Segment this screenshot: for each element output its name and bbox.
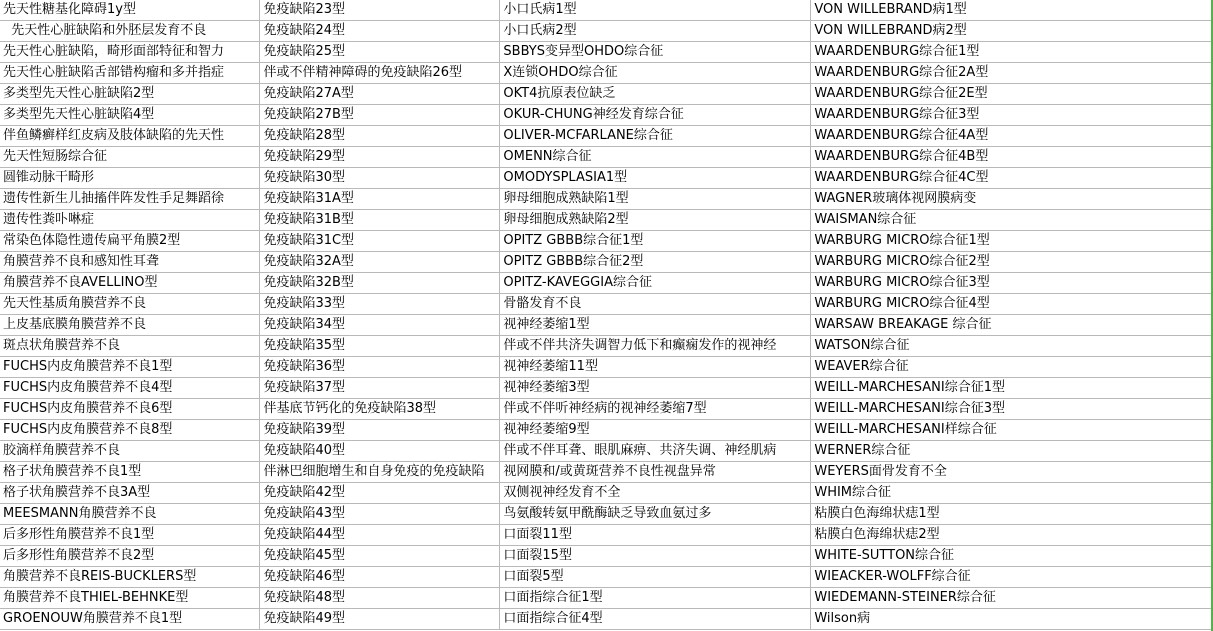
table-row [0,609,1213,630]
table-cell[interactable]: 卵母细胞成熟缺陷2型 [500,210,811,231]
table-row [0,147,1213,168]
table-row [0,63,1213,84]
table-cell[interactable]: 遗传性粪卟啉症 [0,210,260,231]
table-cell[interactable]: 视神经萎缩11型 [500,357,811,378]
table-row [0,294,1213,315]
table-cell[interactable]: 视神经萎缩9型 [500,420,811,441]
table-cell[interactable]: WAARDENBURG综合征4A型 [811,126,1213,147]
table-cell[interactable]: WAARDENBURG综合征4C型 [811,168,1213,189]
table-cell[interactable]: OMODYSPLASIA1型 [500,168,811,189]
table-cell[interactable]: OKT4抗原表位缺乏 [500,84,811,105]
table-cell[interactable]: 伴或不伴精神障碍的免疫缺陷26型 [260,63,500,84]
table-cell[interactable]: 免疫缺陷39型 [260,420,500,441]
table-cell[interactable]: 免疫缺陷25型 [260,42,500,63]
table-cell[interactable]: 伴鱼鳞癣样红皮病及肢体缺陷的先天性 [0,126,260,147]
table-cell[interactable]: 免疫缺陷31A型 [260,189,500,210]
table-cell[interactable]: 免疫缺陷35型 [260,336,500,357]
table-cell[interactable]: 后多形性角膜营养不良1型 [0,525,260,546]
table-cell[interactable]: 免疫缺陷40型 [260,441,500,462]
table-row [0,504,1213,525]
table-cell[interactable]: 免疫缺陷27B型 [260,105,500,126]
table-cell[interactable]: VON WILLEBRAND病2型 [811,21,1213,42]
table-cell[interactable]: 口面裂5型 [500,567,811,588]
table-cell[interactable]: 鸟氨酸转氨甲酰酶缺乏导致血氨过多 [500,504,811,525]
table-cell[interactable]: OLIVER-MCFARLANE综合征 [500,126,811,147]
table-cell[interactable]: WARBURG MICRO综合征4型 [811,294,1213,315]
table-cell[interactable]: 免疫缺陷32B型 [260,273,500,294]
table-cell[interactable]: WIEDEMANN-STEINER综合征 [811,588,1213,609]
table-cell[interactable]: 遗传性新生儿抽搐伴阵发性手足舞蹈徐 [0,189,260,210]
table-cell[interactable]: 多类型先天性心脏缺陷2型 [0,84,260,105]
table-cell[interactable]: WIEACKER-WOLFF综合征 [811,567,1213,588]
table-cell[interactable]: FUCHS内皮角膜营养不良1型 [0,357,260,378]
table-row [0,567,1213,588]
table-cell[interactable]: 角膜营养不良REIS-BUCKLERS型 [0,567,260,588]
table-cell[interactable]: VON WILLEBRAND病1型 [811,0,1213,21]
table-cell[interactable]: WATSON综合征 [811,336,1213,357]
table-cell[interactable]: WAARDENBURG综合征2E型 [811,84,1213,105]
table-cell[interactable]: 伴或不伴共济失调智力低下和癫痫发作的视神经 [500,336,811,357]
table-cell[interactable]: 双侧视神经发育不全 [500,483,811,504]
table-row [0,126,1213,147]
table-cell[interactable]: WAARDENBURG综合征3型 [811,105,1213,126]
table-cell[interactable]: 免疫缺陷24型 [260,21,500,42]
table-cell[interactable]: 小口氏病2型 [500,21,811,42]
table-cell[interactable]: FUCHS内皮角膜营养不良8型 [0,420,260,441]
table-row [0,420,1213,441]
table-cell[interactable]: WHIM综合征 [811,483,1213,504]
table-row [0,525,1213,546]
table-row [0,399,1213,420]
table-cell[interactable]: 口面裂15型 [500,546,811,567]
table-cell[interactable]: WARBURG MICRO综合征1型 [811,231,1213,252]
table-row [0,588,1213,609]
table-cell[interactable]: 角膜营养不良AVELLINO型 [0,273,260,294]
table-cell[interactable]: WEAVER综合征 [811,357,1213,378]
table-cell[interactable]: 格子状角膜营养不良1型 [0,462,260,483]
table-row [0,357,1213,378]
table-cell[interactable]: OPITZ GBBB综合征1型 [500,231,811,252]
table-cell[interactable]: WEILL-MARCHESANI综合征1型 [811,378,1213,399]
table-cell[interactable]: 免疫缺陷23型 [260,0,500,21]
table-cell[interactable]: 骨骼发育不良 [500,294,811,315]
table-cell[interactable]: MEESMANN角膜营养不良 [0,504,260,525]
table-cell[interactable]: 口面指综合征1型 [500,588,811,609]
table-cell[interactable]: 视神经萎缩3型 [500,378,811,399]
table-cell[interactable]: 角膜营养不良和感知性耳聋 [0,252,260,273]
table-row [0,168,1213,189]
table-row [0,336,1213,357]
table-cell[interactable]: WEILL-MARCHESANI样综合征 [811,420,1213,441]
table-cell[interactable]: 视神经萎缩1型 [500,315,811,336]
table-cell[interactable]: 免疫缺陷34型 [260,315,500,336]
table-cell[interactable]: 视网膜和/或黄斑营养不良性视盘异常 [500,462,811,483]
table-row [0,105,1213,126]
table-row [0,315,1213,336]
table-cell[interactable]: 口面裂11型 [500,525,811,546]
table-cell[interactable]: 先天性心脏缺陷舌部错构瘤和多并指症 [0,63,260,84]
table-cell[interactable]: 免疫缺陷49型 [260,609,500,630]
table-cell[interactable]: 先天性心脏缺陷，畸形面部特征和智力 [0,42,260,63]
table-cell[interactable]: WERNER综合征 [811,441,1213,462]
table-cell[interactable]: 免疫缺陷32A型 [260,252,500,273]
table-cell[interactable]: 上皮基底膜角膜营养不良 [0,315,260,336]
table-cell[interactable]: 小口氏病1型 [500,0,811,21]
table-cell[interactable]: 免疫缺陷37型 [260,378,500,399]
table-cell[interactable]: 免疫缺陷30型 [260,168,500,189]
table-cell[interactable]: 免疫缺陷46型 [260,567,500,588]
table-cell[interactable]: 免疫缺陷28型 [260,126,500,147]
table-row [0,483,1213,504]
table-cell[interactable]: SBBYS变异型OHDO综合征 [500,42,811,63]
table-cell[interactable]: X连锁OHDO综合征 [500,63,811,84]
table-row [0,231,1213,252]
table-cell[interactable]: 伴或不伴耳聋、眼肌麻痹、共济失调、神经肌病 [500,441,811,462]
table-cell[interactable]: OKUR-CHUNG神经发育综合征 [500,105,811,126]
table-cell[interactable]: WEYERS面骨发育不全 [811,462,1213,483]
table-cell[interactable]: 免疫缺陷43型 [260,504,500,525]
table-cell[interactable]: 免疫缺陷45型 [260,546,500,567]
table-cell[interactable]: 先天性短肠综合征 [0,147,260,168]
table-cell[interactable]: 胶滴样角膜营养不良 [0,441,260,462]
table-cell[interactable]: 免疫缺陷36型 [260,357,500,378]
table-cell[interactable]: 后多形性角膜营养不良2型 [0,546,260,567]
table-cell[interactable]: 圆锥动脉干畸形 [0,168,260,189]
table-row [0,21,1213,42]
table-cell[interactable]: 卵母细胞成熟缺陷1型 [500,189,811,210]
table-cell[interactable]: 多类型先天性心脏缺陷4型 [0,105,260,126]
table-row [0,546,1213,567]
table-cell[interactable]: FUCHS内皮角膜营养不良4型 [0,378,260,399]
table-cell[interactable]: 免疫缺陷44型 [260,525,500,546]
table-cell[interactable]: 免疫缺陷48型 [260,588,500,609]
table-cell[interactable]: WHITE-SUTTON综合征 [811,546,1213,567]
table-cell[interactable]: OMENN综合征 [500,147,811,168]
table-cell[interactable]: 免疫缺陷42型 [260,483,500,504]
table-row [0,210,1213,231]
table-cell[interactable]: OPITZ GBBB综合征2型 [500,252,811,273]
table-row [0,0,1213,21]
table-cell[interactable]: 先天性基质角膜营养不良 [0,294,260,315]
table-cell[interactable]: 伴基底节钙化的免疫缺陷38型 [260,399,500,420]
table-cell[interactable]: 角膜营养不良THIEL-BEHNKE型 [0,588,260,609]
table-cell[interactable]: 常染色体隐性遗传扁平角膜2型 [0,231,260,252]
table-cell[interactable]: 免疫缺陷29型 [260,147,500,168]
table-cell[interactable]: 免疫缺陷31B型 [260,210,500,231]
table-cell[interactable]: WARBURG MICRO综合征3型 [811,273,1213,294]
table-cell[interactable]: 免疫缺陷27A型 [260,84,500,105]
table-cell[interactable]: 伴淋巴细胞增生和自身免疫的免疫缺陷 [260,462,500,483]
table-row [0,84,1213,105]
table-cell[interactable]: FUCHS内皮角膜营养不良6型 [0,399,260,420]
table-row [0,189,1213,210]
table-cell[interactable]: GROENOUW角膜营养不良1型 [0,609,260,630]
table-cell[interactable]: WAARDENBURG综合征1型 [811,42,1213,63]
table-cell[interactable]: WAARDENBURG综合征4B型 [811,147,1213,168]
table-row [0,42,1213,63]
table-cell[interactable]: 先天性心脏缺陷和外胚层发育不良 [0,21,260,42]
table-cell[interactable]: 先天性糖基化障碍1y型 [0,0,260,21]
table-cell[interactable]: WAISMAN综合征 [811,210,1213,231]
table-cell[interactable]: 粘膜白色海绵状痣2型 [811,525,1213,546]
table-cell[interactable]: 口面指综合征4型 [500,609,811,630]
table-cell[interactable]: WAGNER玻璃体视网膜病变 [811,189,1213,210]
table-cell[interactable]: WAARDENBURG综合征2A型 [811,63,1213,84]
table-cell[interactable]: 免疫缺陷31C型 [260,231,500,252]
table-cell[interactable]: WEILL-MARCHESANI综合征3型 [811,399,1213,420]
table-cell[interactable]: 格子状角膜营养不良3A型 [0,483,260,504]
table-row [0,441,1213,462]
table-cell[interactable]: 粘膜白色海绵状痣1型 [811,504,1213,525]
table-row [0,252,1213,273]
table-cell[interactable]: OPITZ-KAVEGGIA综合征 [500,273,811,294]
table-cell[interactable]: WARBURG MICRO综合征2型 [811,252,1213,273]
table-row [0,462,1213,483]
table-cell[interactable]: 免疫缺陷33型 [260,294,500,315]
table-cell[interactable]: WARSAW BREAKAGE 综合征 [811,315,1213,336]
table-cell[interactable]: 斑点状角膜营养不良 [0,336,260,357]
table-cell[interactable]: Wilson病 [811,609,1213,630]
table-cell[interactable]: 伴或不伴听神经病的视神经萎缩7型 [500,399,811,420]
table-row [0,378,1213,399]
table-row [0,273,1213,294]
